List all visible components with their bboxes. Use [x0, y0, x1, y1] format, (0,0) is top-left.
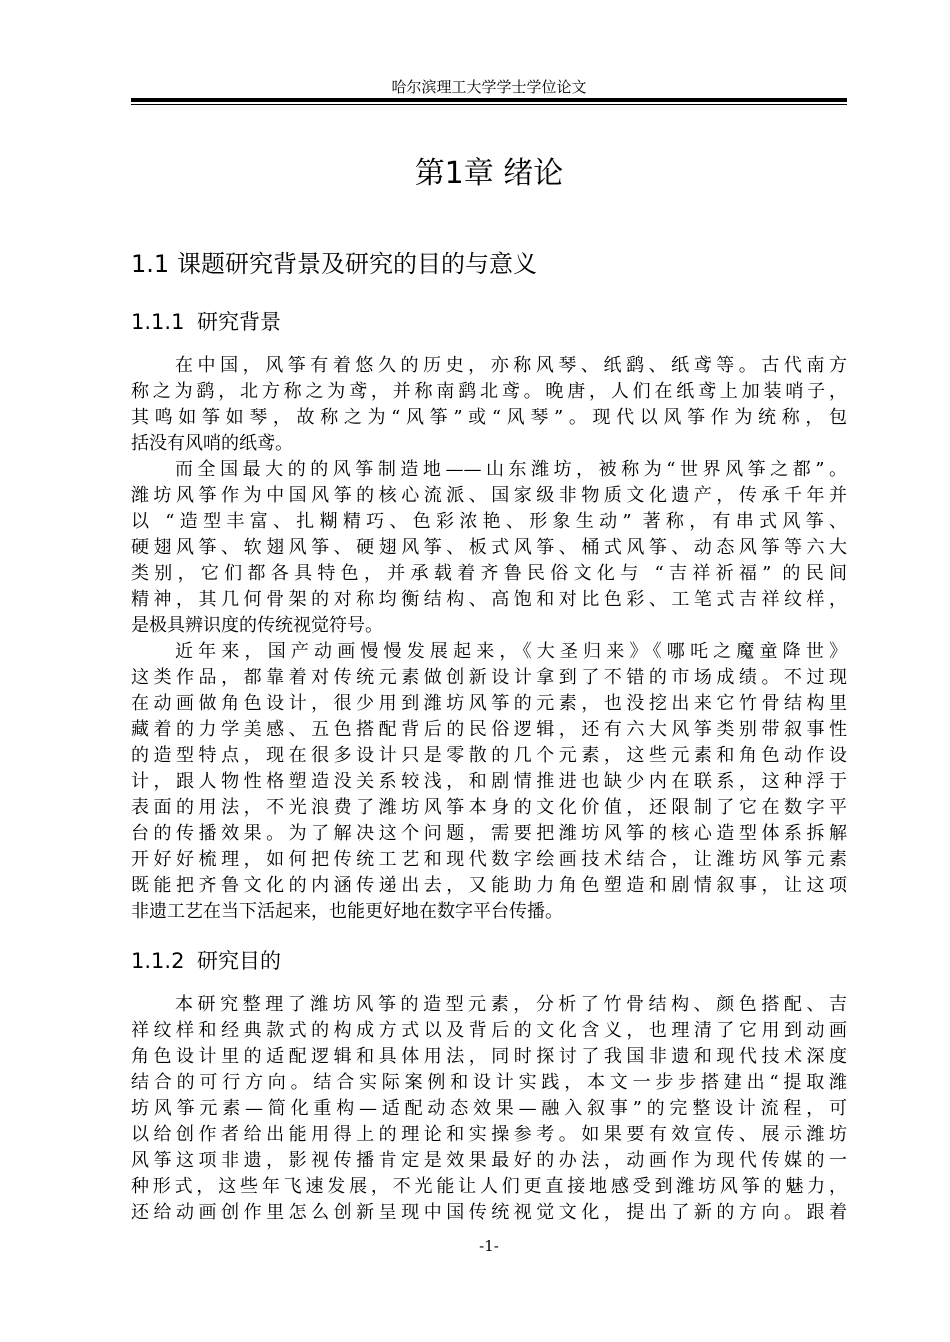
text-line: 的造型特点，现在很多设计只是零散的几个元素，这些元素和角色动作设 — [131, 745, 847, 766]
section-title: 研究目的 — [197, 949, 281, 973]
chapter-title: 第1章 绪论 — [414, 156, 564, 191]
paragraph — [131, 992, 847, 1226]
text-line: 以给创作者给出能用得上的理论和实操参考。如果要有效宣传、展示潍坊 — [131, 1124, 847, 1145]
text-line: 计，跟人物性格塑造没关系较浅，和剧情推进也缺少内在联系，这种浮于 — [131, 771, 847, 792]
text-line: 潍坊风筝作为中国风筝的核心流派、国家级非物质文化遗产，传承千年并 — [131, 485, 847, 506]
text-line: 种形式，这些年飞速发展，不光能让人们更直接地感受到潍坊风筝的魅力， — [131, 1176, 847, 1197]
text-line: 而全国最大的的风筝制造地——山东潍坊，被称为“世界风筝之都”。 — [175, 459, 847, 480]
paragraph — [131, 639, 847, 925]
text-line: 近年来，国产动画慢慢发展起来，《大圣归来》《哪吒之魔童降世》 — [175, 641, 847, 662]
section-number: 1.1 — [131, 250, 170, 278]
text-line: 在动画做角色设计，很少用到潍坊风筝的元素，也没挖出来它竹骨结构里 — [131, 693, 847, 714]
text-line: 台的传播效果。为了解决这个问题，需要把潍坊风筝的核心造型体系拆解 — [131, 823, 847, 844]
running-header: 哈尔滨理工大学学士学位论文 — [391, 78, 587, 96]
text-line: 还给动画创作里怎么创新呈现中国传统视觉文化，提出了新的方向。跟着 — [131, 1202, 847, 1223]
text-line: 本研究整理了潍坊风筝的造型元素，分析了竹骨结构、颜色搭配、吉 — [175, 994, 847, 1015]
section-title: 课题研究背景及研究的目的与意义 — [177, 250, 537, 278]
text-line: 以 “造型丰富、扎糊精巧、色彩浓艳、形象生动” 著称，有串式风筝、 — [131, 511, 847, 532]
section-1-1-2-body — [131, 992, 847, 1226]
text-line: 其鸣如筝如琴，故称之为“风筝”或“风琴”。现代以风筝作为统称，包 — [131, 407, 847, 428]
text-line: 精神，其几何骨架的对称均衡结构、高饱和对比色彩、工笔式吉祥纹样， — [131, 589, 847, 610]
text-line: 表面的用法，不光浪费了潍坊风筝本身的文化价值，还限制了它在数字平 — [131, 797, 847, 818]
text-line: 祥纹样和经典款式的构成方式以及背后的文化含义，也理清了它用到动画 — [131, 1020, 847, 1041]
page-number: -1- — [479, 1237, 499, 1255]
text-line: 类别，它们都各具特色，并承载着齐鲁民俗文化与 “吉祥祈福” 的民间 — [131, 563, 847, 584]
text-line: 是极具辨识度的传统视觉符号。 — [131, 615, 383, 636]
header-rule-thin — [131, 104, 847, 105]
text-line: 结合的可行方向。结合实际案例和设计实践，本文一步步搭建出“提取潍 — [131, 1072, 847, 1093]
text-line: 开好好梳理，如何把传统工艺和现代数字绘画技术结合，让潍坊风筝元素 — [131, 849, 847, 870]
section-heading-1-1 — [131, 248, 537, 280]
paragraph — [131, 457, 847, 639]
text-line: 坊风筝元素—简化重构—适配动态效果—融入叙事”的完整设计流程，可 — [131, 1098, 847, 1119]
text-line: 这类作品，都靠着对传统元素做创新设计拿到了不错的市场成绩。不过现 — [131, 667, 847, 688]
text-line: 既能把齐鲁文化的内涵传递出去，又能助力角色塑造和剧情叙事，让这项 — [131, 875, 847, 896]
text-line: 硬翅风筝、软翅风筝、硬翅风筝、板式风筝、桶式风筝、动态风筝等六大 — [131, 537, 847, 558]
text-line: 角色设计里的适配逻辑和具体用法，同时探讨了我国非遗和现代技术深度 — [131, 1046, 847, 1067]
paragraph — [131, 353, 847, 457]
section-number: 1.1.2 — [131, 949, 185, 973]
text-line: 藏着的力学美感、五色搭配背后的民俗逻辑，还有六大风筝类别带叙事性 — [131, 719, 847, 740]
text-line: 在中国，风筝有着悠久的历史，亦称风琴、纸鹞、纸鸢等。古代南方 — [175, 355, 847, 376]
text-line: 括没有风哨的纸鸢。 — [131, 433, 293, 454]
text-line: 称之为鹞，北方称之为鸢，并称南鹞北鸢。晚唐，人们在纸鸢上加装哨子， — [131, 381, 847, 402]
section-number: 1.1.1 — [131, 310, 185, 334]
text-line: 非遗工艺在当下活起来，也能更好地在数字平台传播。 — [131, 901, 563, 922]
section-title: 研究背景 — [197, 310, 281, 334]
header-rule-thick — [131, 98, 847, 102]
section-heading-1-1-1 — [131, 308, 281, 336]
section-heading-1-1-2 — [131, 947, 281, 975]
text-line: 风筝这项非遗，影视传播肯定是效果最好的办法，动画作为现代传媒的一 — [131, 1150, 847, 1171]
section-1-1-1-body — [131, 353, 847, 925]
